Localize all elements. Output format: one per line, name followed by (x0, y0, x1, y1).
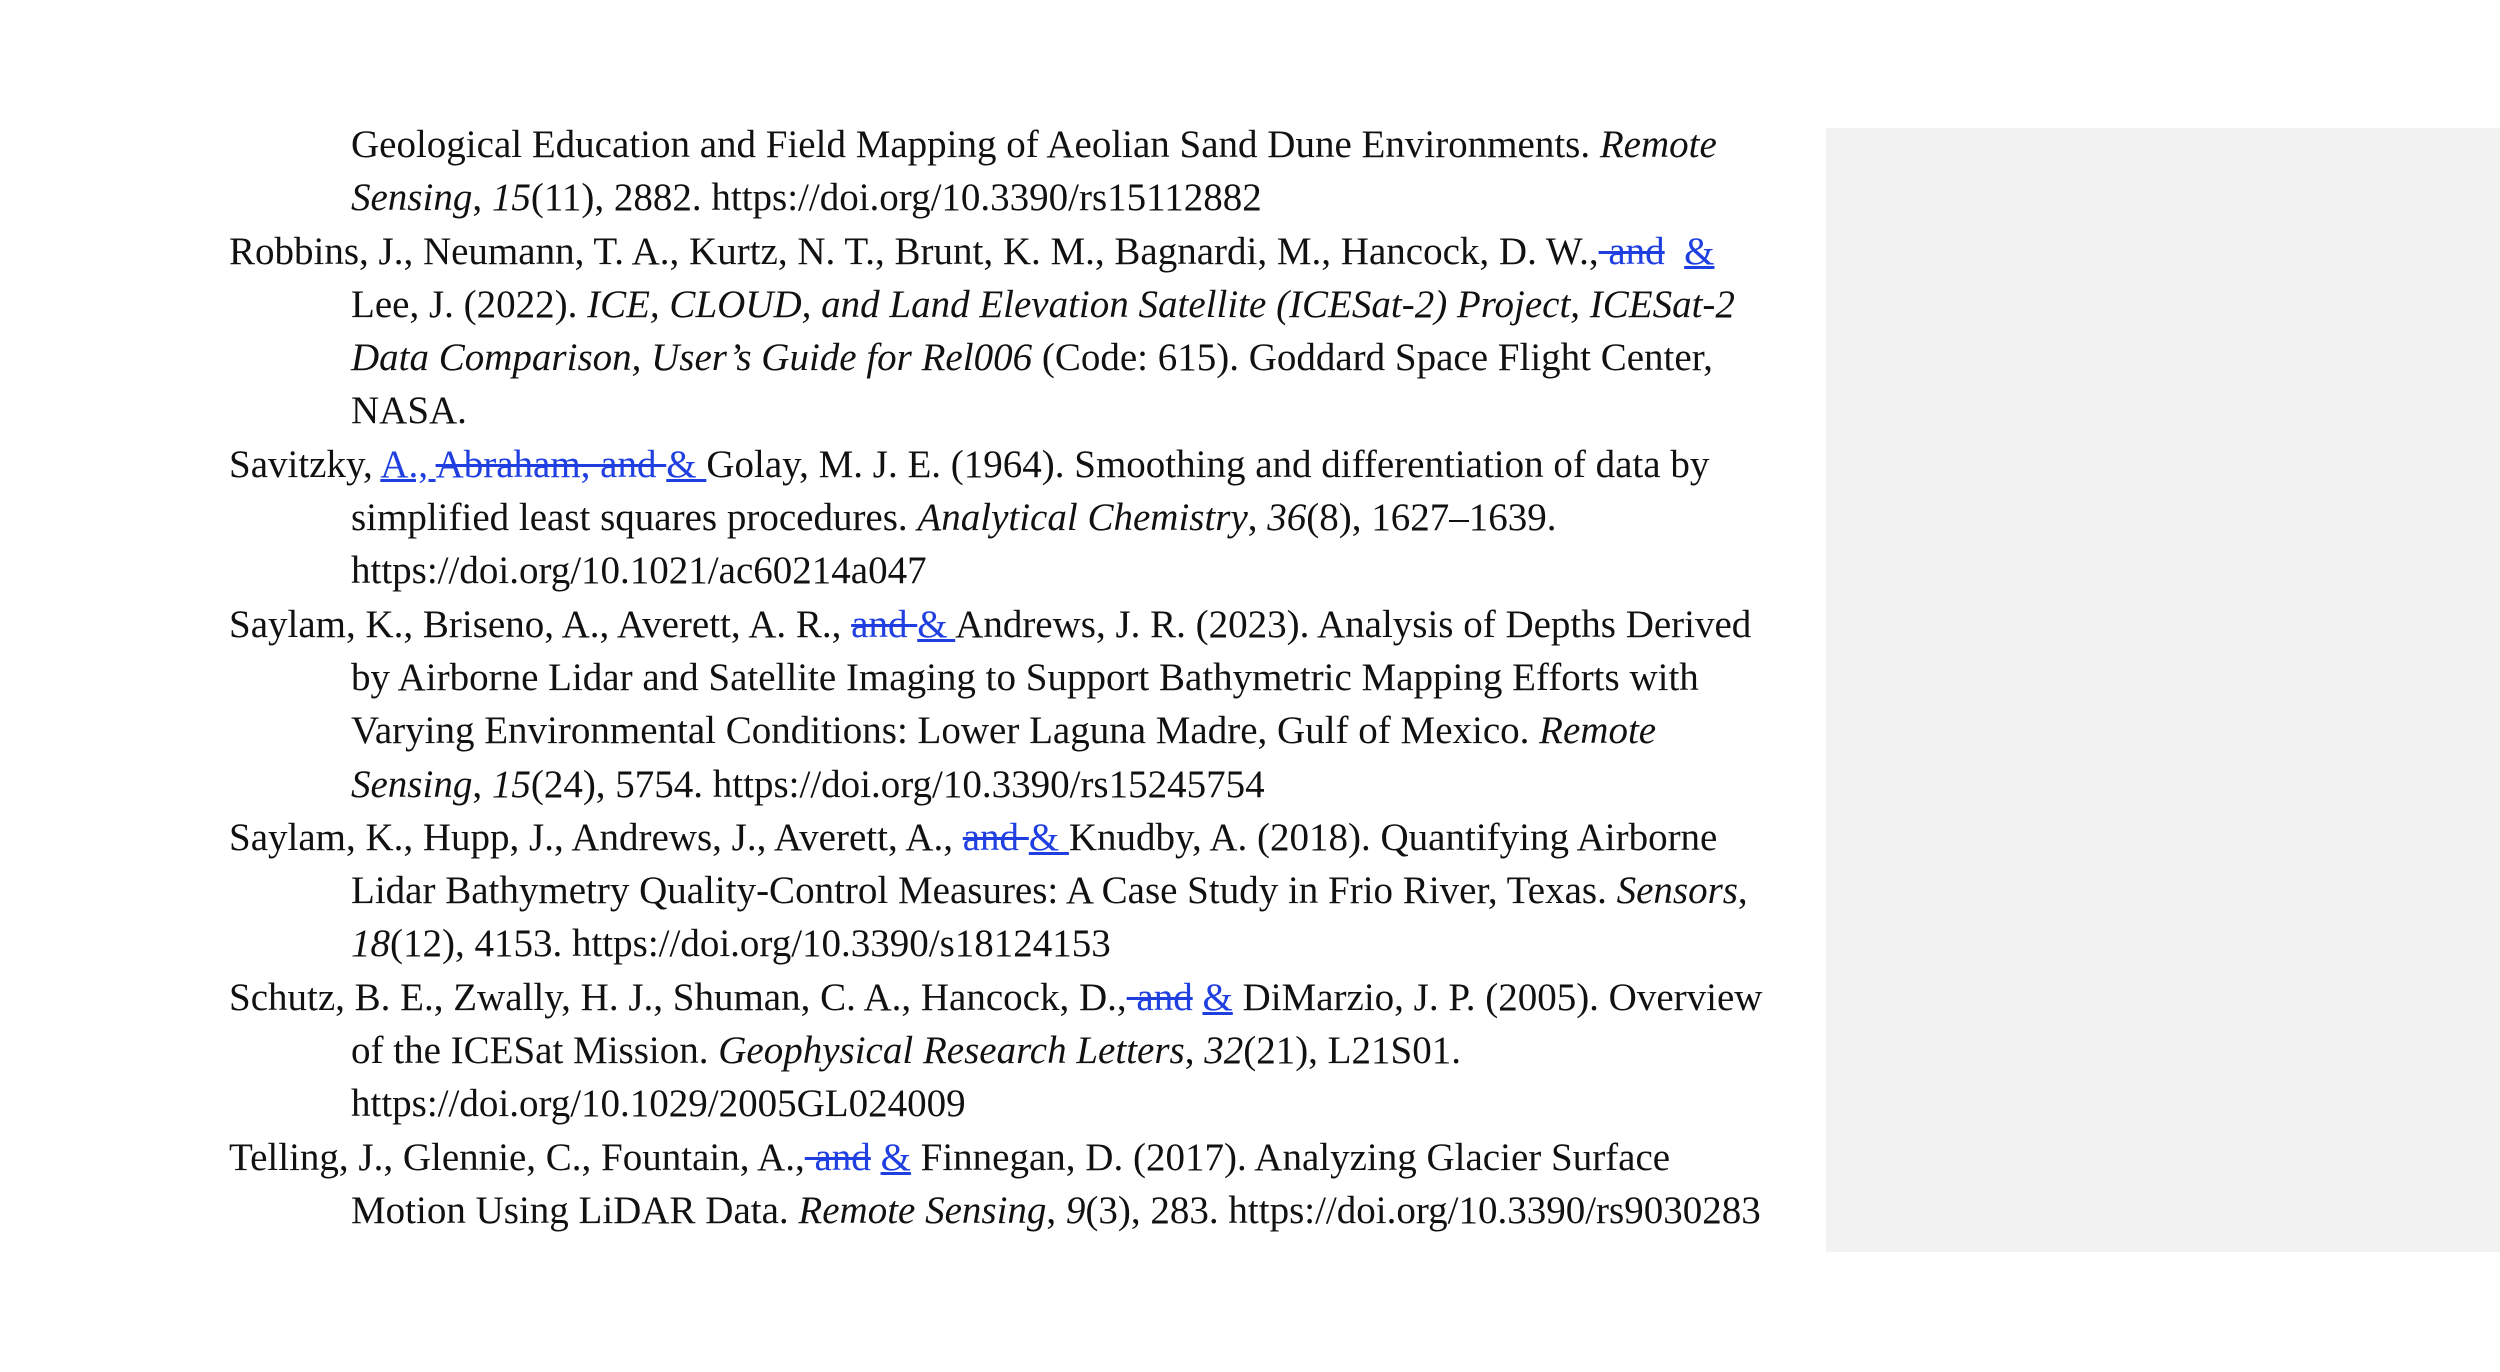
deleted-text[interactable]: and (962, 815, 1029, 859)
reference-entry[interactable] (229, 971, 1789, 1131)
journal-name: Remote Sensing (798, 1188, 1047, 1232)
reference-text: Telling, J., Glennie, C., Fountain, A., (229, 1135, 805, 1179)
deleted-text[interactable]: and (1126, 975, 1193, 1019)
reference-text: (12), 4153. https://doi.org/10.3390/s18124153 (390, 922, 1111, 966)
reference-text: Savitzky, (229, 442, 381, 486)
reference-text: (24), 5754. https://doi.org/10.3390/rs15245754 (530, 762, 1265, 806)
volume-number: 32 (1204, 1029, 1244, 1073)
inserted-text[interactable]: & (880, 1135, 911, 1179)
reference-entry[interactable] (229, 1131, 1789, 1238)
deleted-text[interactable]: Abraham, and (435, 442, 667, 486)
journal-name: Sensors (1616, 869, 1738, 913)
reference-text: (3), 283. https://doi.org/10.3390/rs9030283 (1085, 1188, 1761, 1232)
deleted-text[interactable]: and (1598, 229, 1665, 273)
reference-text: Knudby, A. (2018). Quantifying Airborne Lidar Bathymetry Quality-Control Measures: A Case Study in Frio River, Texas. (351, 815, 1718, 913)
reference-entry[interactable] (229, 438, 1789, 598)
volume-number: 18 (351, 922, 390, 966)
journal-name: Remote Sensing (351, 123, 1717, 220)
volume-number: 36 (1267, 496, 1307, 540)
reference-text: , (1737, 869, 1748, 913)
spacing (1665, 230, 1685, 273)
volume-number: 9 (1065, 1188, 1086, 1232)
inserted-text[interactable]: & (1202, 975, 1233, 1019)
reference-list (229, 118, 1789, 1252)
inserted-text[interactable]: & (1684, 229, 1715, 273)
report-title: ICE, CLOUD, and Land Elevation Satellite (ICESat-2) Project, ICESat-2 Data Comparison, User’s Guide for Rel006 (351, 282, 1735, 380)
spacing (871, 1136, 881, 1179)
reference-text: Andrews, J. R. (2023). Analysis of Depths Derived by Airborne Lidar and Satellite Imaging to Support Bathymetric Mapping Efforts with Varying Environmental Conditions: Lower Laguna Madre, Gulf of Mexico. (351, 602, 1752, 753)
reference-text: Saylam, K., Hupp, J., Andrews, J., Averett, A., (229, 815, 963, 859)
reference-text: (21), L21S01. https://doi.org/10.1029/2005GL024009 (351, 1029, 1461, 1126)
reference-text: Schutz, B. E., Zwally, H. J., Shuman, C. A., Hancock, D., (229, 975, 1127, 1019)
reference-text: , (472, 762, 492, 806)
inserted-text[interactable]: & (917, 602, 956, 646)
reference-text: , (472, 176, 492, 220)
reference-text: Lee, J. (2022). (351, 282, 588, 326)
reference-text: , (1046, 1188, 1066, 1232)
reference-text: , (1184, 1029, 1205, 1073)
markup-pane (1826, 128, 2500, 1252)
journal-name: Remote Sensing (351, 709, 1657, 806)
inserted-text[interactable]: & (1028, 815, 1069, 859)
reference-text: (Code: 615). Goddard Space Flight Center, NASA. (351, 336, 1713, 433)
reference-entry[interactable] (229, 118, 1789, 225)
reference-entry[interactable] (229, 598, 1789, 811)
reference-text: Saylam, K., Briseno, A., Averett, A. R., (229, 602, 852, 646)
reference-text: Robbins, J., Neumann, T. A., Kurtz, N. T., Brunt, K. M., Bagnardi, M., Hancock, D. W., (229, 229, 1599, 273)
reference-text: Golay, M. J. E. (1964). Smoothing and differentiation of data by simplified least squares procedures. (351, 442, 1710, 540)
volume-number: 15 (491, 762, 531, 806)
reference-text: (11), 2882. https://doi.org/10.3390/rs15112882 (530, 176, 1262, 220)
inserted-text[interactable]: A., (380, 442, 436, 486)
spacing (1193, 976, 1203, 1019)
journal-name: Analytical Chemistry (917, 496, 1248, 540)
journal-name: Geophysical Research Letters (718, 1029, 1185, 1073)
reference-text: Finnegan, D. (2017). Analyzing Glacier Surface Motion Using LiDAR Data. (351, 1135, 1671, 1232)
reference-text: Geological Education and Field Mapping of Aeolian Sand Dune Environments. (351, 123, 1600, 166)
volume-number: 15 (491, 176, 531, 220)
deleted-text[interactable]: and (851, 602, 918, 646)
reference-text: (8), 1627–1639. https://doi.org/10.1021/ac60214a047 (351, 496, 1557, 593)
reference-text: , (1247, 496, 1268, 540)
reference-entry[interactable] (229, 225, 1789, 438)
deleted-text[interactable]: and (804, 1135, 871, 1179)
inserted-text[interactable]: & (666, 442, 707, 486)
reference-entry[interactable] (229, 811, 1789, 971)
reference-text: DiMarzio, J. P. (2005). Overview of the ICESat Mission. (351, 975, 1763, 1073)
